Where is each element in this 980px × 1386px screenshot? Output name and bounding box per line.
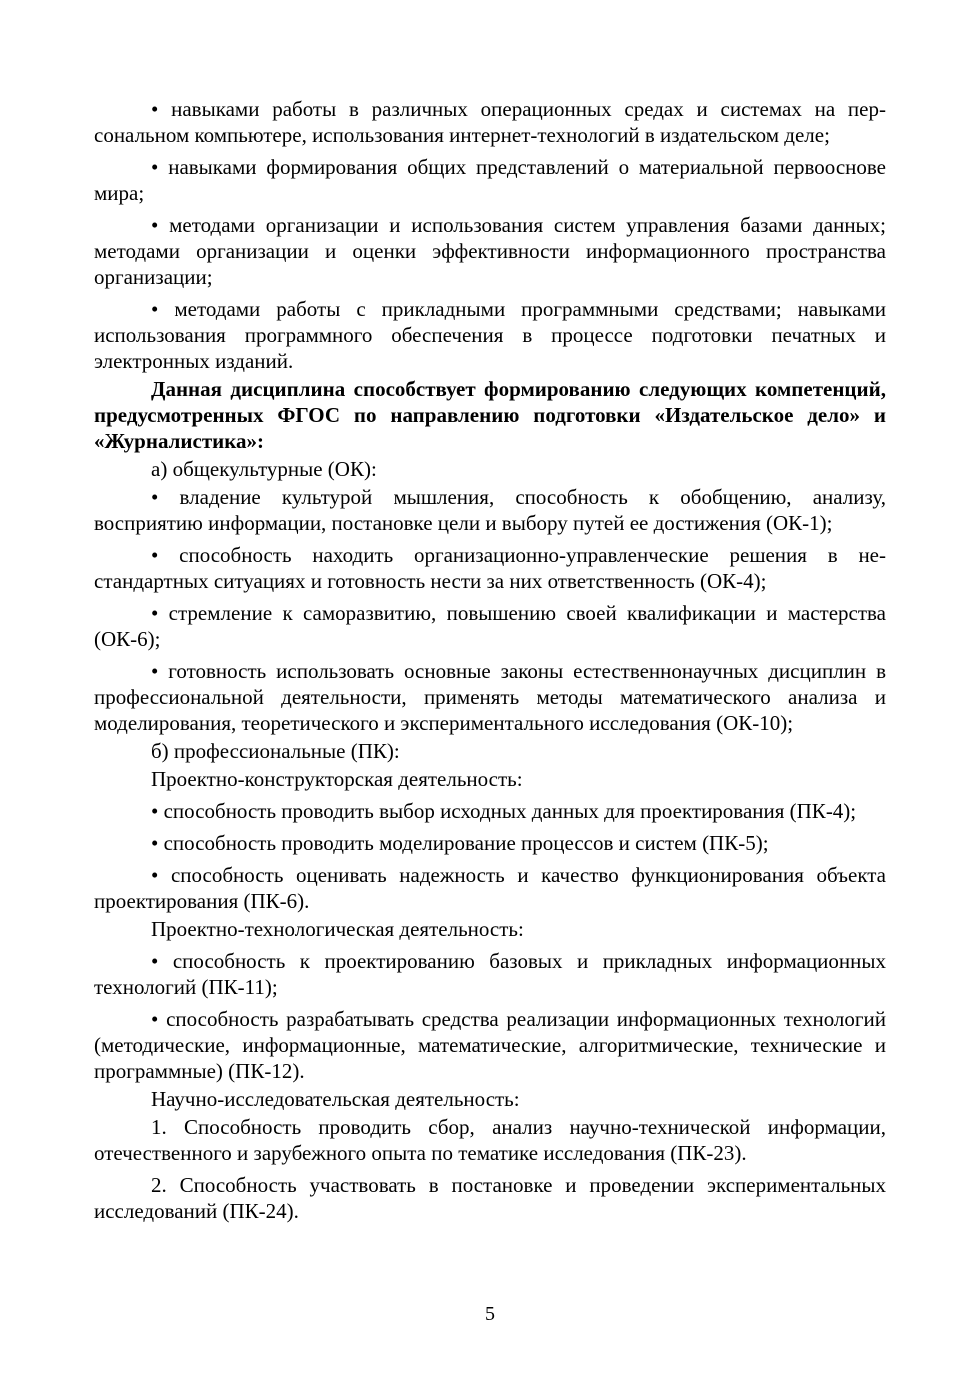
document-body [94, 96, 886, 1226]
section-label-professional: б) профессиональные (ПК): [151, 739, 400, 763]
bullet-paragraph: • способность разрабатывать средства реализации информационных технологий (методические, информационные, математические, алгоритмические, технические и программные) (ПК-12). [94, 1006, 886, 1084]
bullet-paragraph: • стремление к саморазвитию, повышению своей квалификации и мастерства (ОК-6); [94, 600, 886, 652]
bullet-paragraph: • навыками работы в различных операционных средах и системах на персональном компьютере, использования интернет-технологий в издательском деле; [94, 96, 886, 148]
bullet-paragraph: • способность проводить выбор исходных данных для проектирования (ПК-4); [94, 798, 886, 824]
bullet-paragraph: • владение культурой мышления, способность к обобщению, анализу, восприятию информации, постановке цели и выбору путей ее достижения (ОК-1); [94, 484, 886, 536]
bullet-paragraph: • методами организации и использования систем управления базами данных; методами организации и оценки эффективности информационного пространства организации; [94, 212, 886, 290]
bullet-paragraph: • способность проводить моделирование процессов и систем (ПК-5); [94, 830, 886, 856]
bullet-paragraph: • методами работы с прикладными программными средствами; навыками использования программного обеспечения в процессе подготовки печатных и электронных изданий. [94, 296, 886, 374]
subsection-label-technology: Проектно-технологическая деятельность: [151, 917, 524, 941]
subsection-label-research: Научно-исследовательская деятельность: [151, 1087, 520, 1111]
competencies-heading: Данная дисциплина способствует формированию следующих компетенций, предусмотренных ФГОС по направлению подготовки «Издательское дело» и «Журналистика»: [94, 377, 886, 453]
page-number: 5 [485, 1303, 495, 1325]
bullet-paragraph: • способность находить организационно-управленческие решения в нестандартных ситуациях и готовность нести за них ответственность (ОК-4); [94, 542, 886, 594]
section-label-general: а) общекультурные (ОК): [151, 457, 377, 481]
numbered-paragraph: 1. Способность проводить сбор, анализ научно-технической информации, отечественного и зарубежного опыта по тематике исследования (ПК-23). [94, 1115, 886, 1165]
bullet-paragraph: • готовность использовать основные законы естественнонаучных дисциплин в профессиональной деятельности, применять методы математического анализа и моделирования, теоретического и экспериментального исследования (ОК-10); [94, 658, 886, 736]
numbered-paragraph: 2. Способность участвовать в постановке и проведении экспериментальных исследований (ПК-24). [94, 1173, 886, 1223]
bullet-paragraph: • способность к проектированию базовых и прикладных информационных технологий (ПК-11); [94, 948, 886, 1000]
bullet-paragraph: • способность оценивать надежность и качество функционирования объекта проектирования (ПК-6). [94, 862, 886, 914]
bullet-paragraph: • навыками формирования общих представлений о материальной первооснове мира; [94, 154, 886, 206]
subsection-label-design: Проектно-конструкторская деятельность: [151, 767, 523, 791]
